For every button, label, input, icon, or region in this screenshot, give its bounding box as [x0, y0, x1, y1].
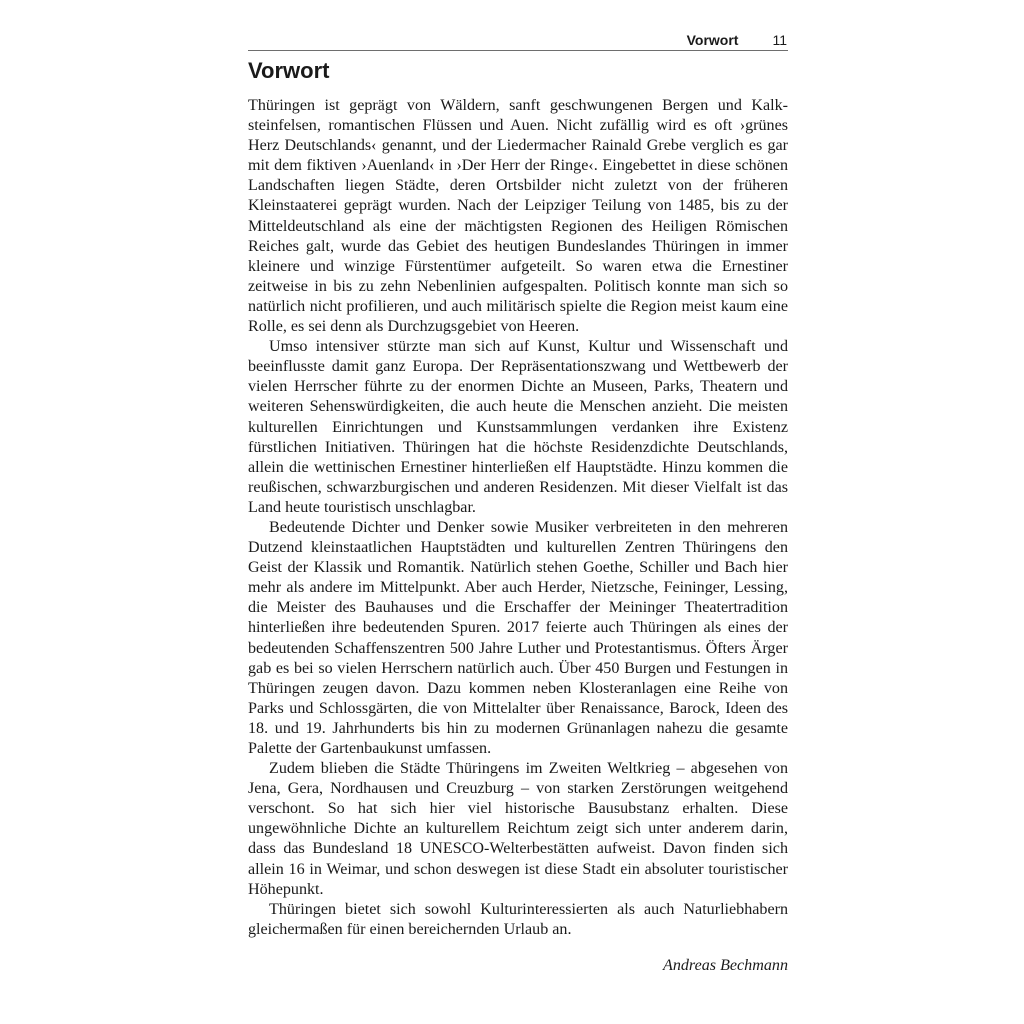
body-text	[248, 96, 788, 940]
running-header	[248, 30, 788, 51]
paragraph: Thüringen bietet sich sowohl Kulturinteressierten als auch Naturliebhabern gleichermaßen für einen bereichernden Urlaub an.	[248, 900, 788, 938]
header-section-title: Vorwort	[686, 32, 739, 48]
paragraph: Zudem blieben die Städte Thüringens im Zweiten Weltkrieg – abgesehen von Jena, Gera, Nordhausen und Creuzburg – von starken Zerstörungen weitgehend verschont. So hat sich hier viel historische Bausubstanz erhalten. Diese ungewöhnliche Dichte an kulturellem Reichtum zeigt sich unter anderem darin, dass das Bundesland 18 UNESCO-Welterbestätten aufweist. Davon finden sich allein 16 in Weimar, und schon deswegen ist diese Stadt ein absoluter touristischer Höhepunkt.	[248, 760, 788, 898]
paragraph: Thüringen ist geprägt von Wäldern, sanft geschwungenen Bergen und Kalksteinfelsen, romantischen Flüssen und Auen. Nicht zufällig wird es oft ›grünes Herz Deutschlands‹ genannt, und der Liedermacher Rainald Grebe verglich es gar mit dem fiktiven ›Auenland‹ in ›Der Herr der Ringe‹. Eingebettet in diese schönen Landschaften liegen Städte, deren Ortsbilder nicht zuletzt von der früheren Kleinstaaterei geprägt wurden. Nach der Leipziger Teilung von 1485, bis zu der Mitteldeutschland als eine der mächtigsten Regionen des Heiligen Römischen Reiches galt, wurde das Gebiet des heutigen Bundeslandes Thüringen in immer kleinere und winzige Fürstentümer aufgeteilt. So waren etwa die Ernestiner zeitweise in bis zu zehn Nebenlinien aufgespalten. Politisch konnte man sich so natürlich nicht profilieren, und auch militärisch spielte die Region meist kaum eine Rolle, es sei denn als Durchzugsgebiet von Heeren.	[248, 97, 788, 336]
paragraph: Umso intensiver stürzte man sich auf Kunst, Kultur und Wissenschaft und beeinflusste damit ganz Europa. Der Repräsentationszwang und Wettbewerb der vielen Herrscher führte zu der enormen Dichte an Museen, Parks, Theatern und weiteren Sehenswürdigkeiten, die auch heute die Menschen anzieht. Die meisten kulturellen Einrichtungen und Kunstsammlungen verdanken ihre Existenz fürstlichen Initiativen. Thüringen hat die höchste Residenzdichte Deutschlands, allein die wettinischen Ernestiner hinterließen elf Hauptstädte. Hinzu kommen die reußischen, schwarzburgischen und anderen Residenzen. Mit dieser Vielfalt ist das Land heute touristisch unschlagbar.	[248, 338, 788, 516]
page-number: 11	[772, 32, 787, 48]
paragraph: Bedeutende Dichter und Denker sowie Musiker verbreiteten in den mehreren Dutzend kleinstaatlichen Hauptstädten und kulturellen Zentren Thüringens den Geist der Klassik und Romantik. Natürlich stehen Goethe, Schiller und Bach hier mehr als andere im Mittelpunkt. Aber auch Herder, Nietzsche, Feininger, Lessing, die Meister des Bauhauses und die Erschaffer der Meininger Theatertradition hinterließen ihre bedeutenden Spuren. 2017 feierte auch Thüringen als eines der bedeutenden Schaffenszentren 500 Jahre Luther und Protestantismus. Öfters Ärger gab es bei so vielen Herrschern natürlich auch. Über 450 Burgen und Festungen in Thüringen zeugen davon. Dazu kommen neben Klosteranlagen eine Reihe von Parks und Schlossgärten, die von Mittelalter über Renaissance, Barock, Ideen des 18. und 19. Jahrhunderts bis hin zu modernen Grünanlagen nahezu die gesamte Palette der Gartenbaukunst umfassen.	[248, 518, 788, 757]
author-signature: Andreas Bechmann	[663, 957, 788, 974]
chapter-title: Vorwort	[248, 58, 330, 83]
